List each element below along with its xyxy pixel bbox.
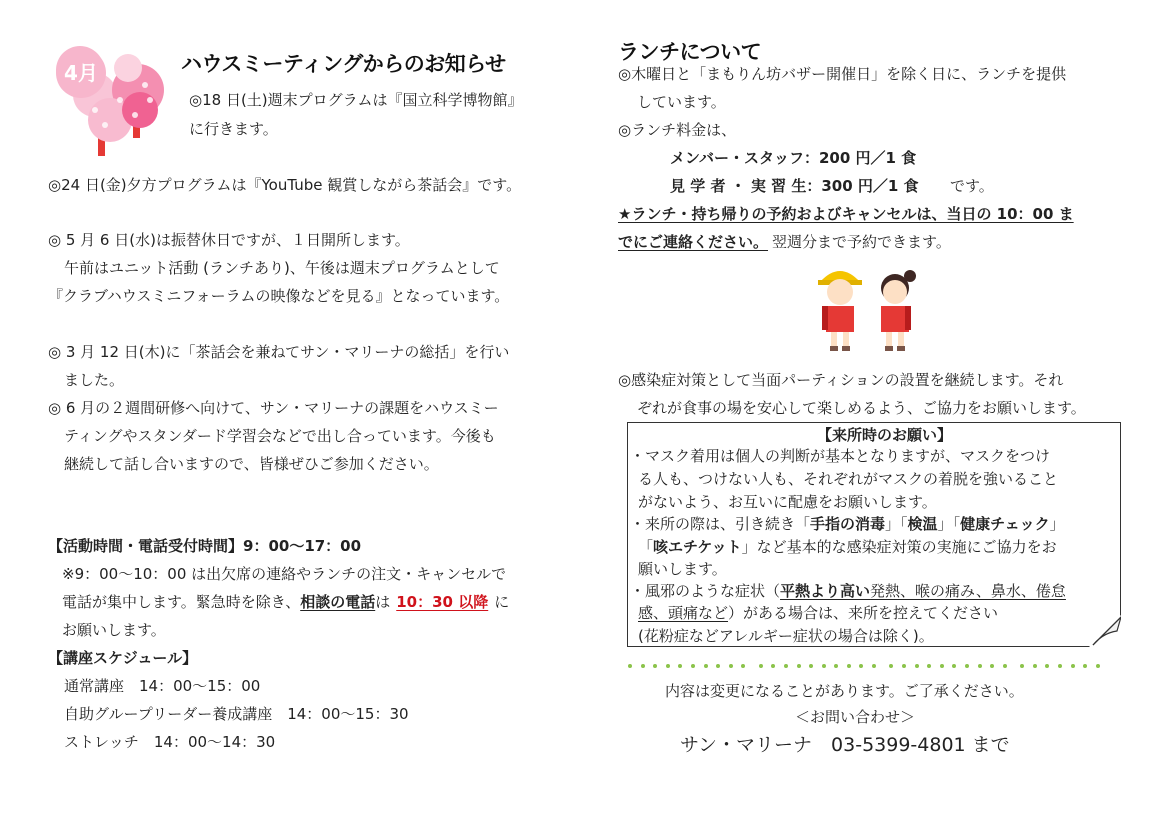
- schedule-heading: 【講座スケジュール】: [48, 649, 198, 667]
- n2c: 」「: [885, 515, 908, 533]
- n2g: 」: [1049, 515, 1065, 533]
- may6-line-2: 午前はユニット活動 (ランチあり)、午後は週末プログラムとして: [64, 259, 500, 277]
- hours-note-3: お願いします。: [62, 621, 166, 639]
- hand-disinfection: 手指の消毒: [810, 515, 886, 533]
- n3d: 感、頭痛など: [638, 604, 729, 622]
- notice-hygiene-3: 願いします。: [638, 560, 727, 578]
- notice-symptoms-1: [630, 581, 1066, 601]
- temperature-check: 検温: [907, 515, 938, 533]
- reservation-deadline: でにご連絡ください。: [618, 233, 769, 251]
- consult-time: 10：30 以降: [396, 593, 489, 611]
- notice-title: 【来所時のお願い】: [817, 426, 953, 444]
- n3a: ・風邪のような症状（: [630, 582, 781, 600]
- fever-emphasis: 平熱より高い: [780, 582, 871, 600]
- notice-mask-2: る人も、つけない人も、それぞれがマスクの着脱を強いること: [638, 470, 1059, 488]
- schedule-item: 自助グループリーダー養成講座 14：00～15：30: [64, 705, 409, 723]
- children-illustration: [810, 262, 930, 354]
- n2j: 」など基本的な感染症対策の実施にご協力をお: [741, 538, 1057, 556]
- hours-heading: 【活動時間・電話受付時間】9：00～17：00: [48, 537, 362, 555]
- footer-contact-label: ＜お問い合わせ＞: [795, 708, 916, 726]
- footer-contact: サン・マリーナ 03-5399-4801 まで: [680, 734, 1010, 756]
- infection-line-2: ぞれが食事の場を安心して楽しめるよう、ご協力をお願いします。: [637, 399, 1086, 417]
- may6-line-3: 『クラブハウスミニフォーラムの映像などを見る』となっています。: [48, 287, 510, 305]
- lunch-p1-line-2: しています。: [637, 93, 726, 111]
- lunch-p2: ◎ランチ料金は、: [618, 121, 737, 139]
- dotted-divider: [628, 664, 1118, 674]
- june-line-2: ティングやスタンダード学習会などで出し合っています。今後も: [64, 427, 496, 445]
- intro-line-2: に行きます。: [189, 120, 278, 138]
- footer-change-note: 内容は変更になることがあります。ご了承ください。: [665, 682, 1024, 700]
- cough-etiquette: 咳エチケット: [653, 538, 742, 556]
- reservation-notice-2: [618, 232, 951, 252]
- notice-symptoms-2: [638, 603, 998, 623]
- month-badge: 4月: [56, 48, 106, 98]
- n3c: 発熱、喉の痛み、鼻水、倦怠: [870, 582, 1066, 600]
- p24-line: ◎24 日(金)夕方プログラムは『YouTube 観賞しながら茶話会』です。: [48, 176, 522, 194]
- hours-note-1: ※9：00～10：00 は出欠席の連絡やランチの注文・キャンセルで: [62, 565, 507, 583]
- reservation-next-week: 翌週分まで予約できます。: [772, 233, 951, 251]
- notice-hygiene-1: [630, 514, 1065, 534]
- hours-note-2: [62, 592, 509, 612]
- hours-note-2c: は: [375, 593, 391, 611]
- schedule-item: ストレッチ 14：00～14：30: [64, 733, 276, 751]
- health-check: 健康チェック: [960, 515, 1050, 533]
- lunch-p1-line-1: ◎木曜日と「まもりん坊バザー開催日」を除く日に、ランチを提供: [618, 65, 1067, 83]
- june-line-3: 継続して話し合いますので、皆様ぜひご参加ください。: [64, 455, 439, 473]
- price-visitor: 見 学 者 ・ 実 習 生：300 円／1 食: [670, 177, 919, 195]
- hours-note-2a: 電話が集中します。緊急時を除き、: [62, 593, 301, 611]
- consult-phone-label: 相談の電話: [300, 593, 376, 611]
- mar12-line-2: ました。: [64, 371, 125, 389]
- housemeeting-title: ハウスミーティングからのお知らせ: [181, 52, 506, 76]
- schedule-item: 通常講座 14：00～15：00: [64, 677, 261, 695]
- notice-mask-3: がないよう、お互いに配慮をお願いします。: [638, 493, 937, 511]
- lunch-title: ランチについて: [618, 40, 762, 64]
- n2h: 「: [638, 538, 654, 556]
- n3e: ）がある場合は、来所を控えてください: [728, 604, 999, 622]
- notice-hygiene-2: [638, 537, 1057, 557]
- page-fold-icon: [1089, 615, 1121, 647]
- june-line-1: ◎ 6 月の２週間研修へ向けて、サン・マリーナの課題をハウスミー: [48, 399, 499, 417]
- may6-line-1: ◎ 5 月 6 日(水)は振替休日ですが、１日開所します。: [48, 231, 410, 249]
- notice-symptoms-3: (花粉症などアレルギー症状の場合は除く)。: [638, 627, 934, 645]
- notice-mask-1: ・マスク着用は個人の判断が基本となりますが、マスクをつけ: [630, 447, 1051, 465]
- reservation-notice-1: ★ランチ・持ち帰りの予約およびキャンセルは、当日の 10：00 ま: [618, 205, 1074, 223]
- n2e: 」「: [937, 515, 961, 533]
- hours-note-2e: に: [494, 593, 510, 611]
- infection-line-1: ◎感染症対策として当面パーティションの設置を継続します。それ: [618, 371, 1064, 389]
- price-member: メンバー・スタッフ：200 円／1 食: [670, 149, 917, 167]
- intro-line-1: ◎18 日(土)週末プログラムは『国立科学博物館』: [189, 91, 523, 109]
- mar12-line-1: ◎ 3 月 12 日(木)に「茶話会を兼ねてサン・マリーナの総括」を行い: [48, 343, 510, 361]
- price-suffix: です。: [950, 177, 994, 195]
- n2a: ・来所の際は、引き続き「: [630, 515, 811, 533]
